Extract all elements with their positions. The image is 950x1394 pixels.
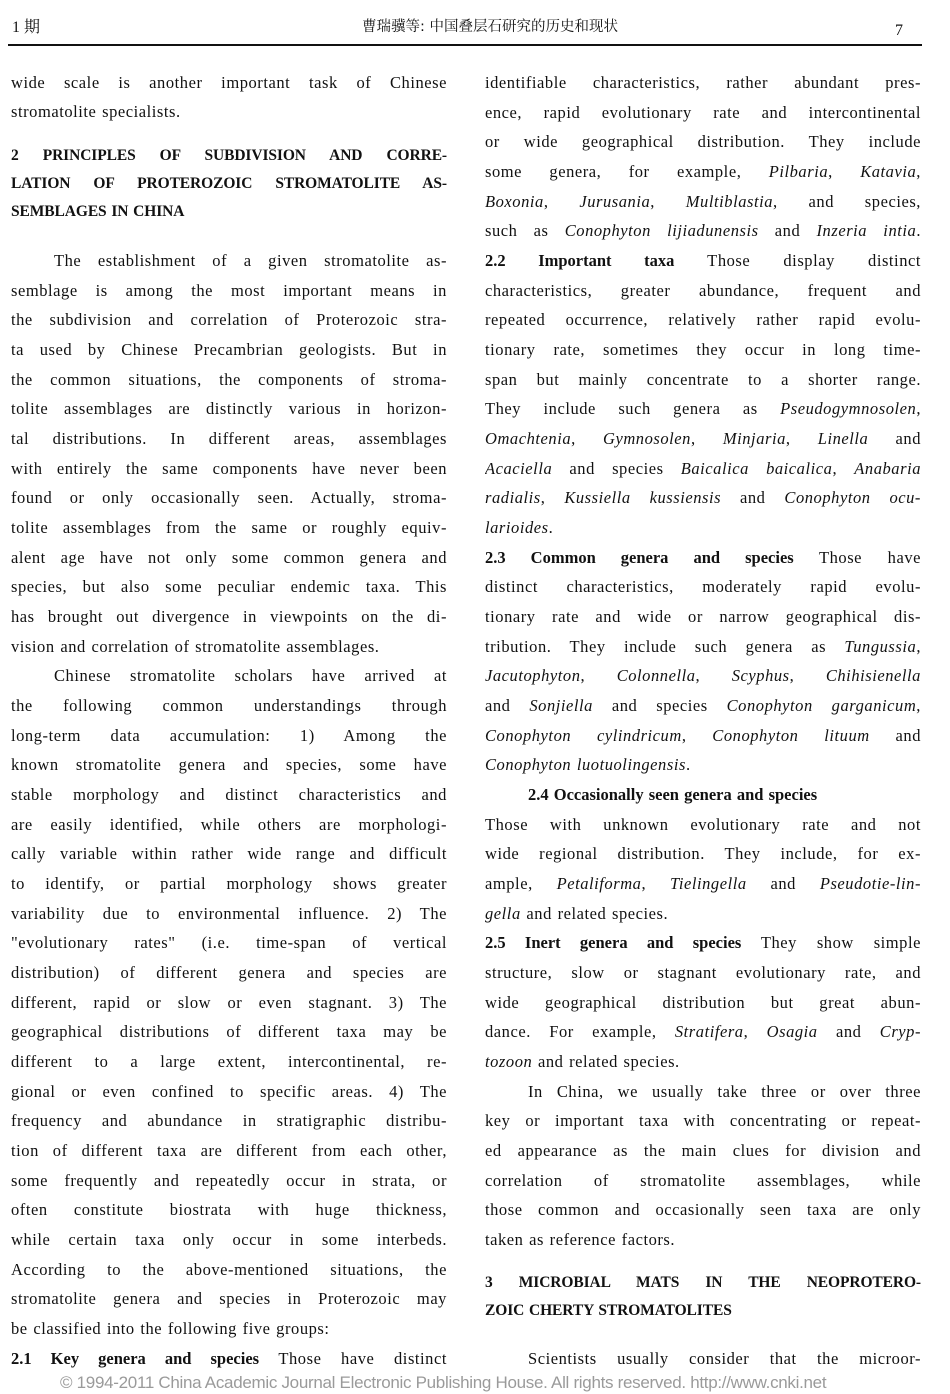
text-span: , xyxy=(681,725,713,745)
text-span: , xyxy=(832,458,855,478)
text-line xyxy=(485,813,921,837)
text-line xyxy=(11,694,447,718)
text-span: and xyxy=(869,725,921,745)
text-line xyxy=(11,1050,447,1074)
text-span: some frequently and repeatedly occur in strata, or xyxy=(11,1170,447,1190)
text-line xyxy=(11,902,447,926)
text-span: stromatolite genera and species in Proterozoic may xyxy=(11,1289,447,1309)
text-span: tionary rate, sometimes they occur in long time- xyxy=(485,340,921,360)
taxon-name: Multiblastia xyxy=(685,191,774,211)
text-span: gional or even confined to specific areas. 4) The xyxy=(11,1081,447,1101)
text-span: 3 MICROBIAL MATS IN THE NEOPROTERO- xyxy=(485,1274,921,1291)
subsection-title: 2.5 Inert genera and species xyxy=(485,933,742,953)
text-line xyxy=(54,249,447,273)
text-span: found or only occasionally seen. Actually, stroma- xyxy=(11,488,447,508)
text-line xyxy=(485,1139,921,1163)
text-line xyxy=(485,101,921,125)
taxon-name: Minjaria xyxy=(722,429,786,449)
section-heading-line xyxy=(485,1299,921,1323)
text-line xyxy=(11,1347,447,1371)
text-span: wide scale is another important task of Chinese xyxy=(11,73,447,92)
text-line xyxy=(11,724,447,748)
text-span: , xyxy=(789,666,826,686)
text-line xyxy=(528,1347,921,1371)
text-span: cally variable within rather wide range and difficult xyxy=(11,844,447,864)
text-span: and related species. xyxy=(532,1052,680,1072)
taxon-name: Conophyton garganicum xyxy=(726,696,917,716)
text-span: known stromatolite genera and species, some have xyxy=(11,755,447,775)
taxon-name: Baicalica baicalica xyxy=(680,458,833,478)
header-rule xyxy=(8,44,922,46)
text-span: and xyxy=(868,429,921,449)
taxon-name: Katavia xyxy=(860,162,917,181)
text-span: "evolutionary rates" (i.e. time-span of vertical xyxy=(11,933,447,953)
text-line xyxy=(11,813,447,837)
text-span: the common situations, the components of stroma- xyxy=(11,369,447,389)
text-span: structure, slow or stagnant evolutionary rate, and xyxy=(485,963,921,983)
text-span: . xyxy=(548,518,554,538)
taxon-name: Linella xyxy=(817,429,869,449)
taxon-name: Pilbaria xyxy=(768,162,829,181)
text-span: correlation of stromatolite assemblages, while xyxy=(485,1170,921,1190)
text-line xyxy=(485,457,921,481)
subsection-title: 2.2 Important taxa xyxy=(485,251,675,271)
text-line xyxy=(485,842,921,866)
text-span: has brought out divergence in viewpoints on the di- xyxy=(11,607,447,627)
text-span: Those display distinct xyxy=(674,251,921,271)
text-line xyxy=(485,753,921,777)
text-line xyxy=(11,991,447,1015)
text-line xyxy=(528,783,921,807)
text-line xyxy=(485,872,921,896)
text-line xyxy=(11,1109,447,1133)
text-line xyxy=(485,664,921,688)
text-line xyxy=(11,1228,447,1252)
taxon-name: Conophyton cylindricum xyxy=(485,725,682,745)
text-line xyxy=(485,486,921,510)
text-line xyxy=(485,219,921,243)
text-span: variability due to environmental influence. 2) The xyxy=(11,903,447,923)
taxon-name: Pseudogymnosolen xyxy=(780,399,917,419)
text-span: distribution) of different genera and species are xyxy=(11,963,447,983)
text-span: frequency and abundance in stratigraphic distribu- xyxy=(11,1111,447,1131)
text-line xyxy=(11,575,447,599)
text-line xyxy=(11,931,447,955)
text-span: , xyxy=(916,696,921,716)
text-span: and xyxy=(485,696,530,716)
taxon-name: Osagia xyxy=(766,1022,818,1042)
text-line xyxy=(11,279,447,303)
text-span: stable morphology and distinct characteristics and xyxy=(11,785,447,805)
running-title: 曹瑞骥等: 中国叠层石研究的历史和现状 xyxy=(362,19,618,35)
text-span: ZOIC CHERTY STROMATOLITES xyxy=(485,1302,732,1319)
taxon-name: Anabaria xyxy=(854,458,921,478)
text-span: the following common understandings through xyxy=(11,696,447,716)
text-span: . xyxy=(916,221,921,241)
text-span: vision and correlation of stromatolite assemblages. xyxy=(11,636,380,656)
text-line xyxy=(11,635,447,659)
text-span: and species xyxy=(552,458,681,478)
text-line xyxy=(528,1080,921,1104)
text-span: the subdivision and correlation of Proterozoic stra- xyxy=(11,310,447,330)
text-line xyxy=(11,1169,447,1193)
text-span: semblage is among the most important means in xyxy=(11,280,447,300)
text-span: key or important taxa with concentrating or repeat- xyxy=(485,1111,921,1131)
text-span: 2 PRINCIPLES OF SUBDIVISION AND CORRE- xyxy=(11,147,447,164)
section-heading-line xyxy=(11,200,447,224)
text-line xyxy=(485,338,921,362)
text-span: They show simple xyxy=(741,933,921,953)
taxon-name: Conophyton lituum xyxy=(712,725,870,745)
taxon-name: radialis xyxy=(485,488,541,508)
taxon-name: Boxonia xyxy=(485,191,544,211)
text-line xyxy=(485,1050,921,1074)
text-line xyxy=(11,753,447,777)
text-line xyxy=(485,991,921,1015)
text-span: dance. For example, xyxy=(485,1022,675,1042)
text-line xyxy=(485,1198,921,1222)
text-span: different, rapid or slow or even stagnant. 3) The xyxy=(11,992,447,1012)
text-span: SEMBLAGES IN CHINA xyxy=(11,203,185,220)
text-line xyxy=(11,605,447,629)
text-line xyxy=(485,575,921,599)
text-line xyxy=(11,71,447,95)
text-line xyxy=(11,486,447,510)
taxon-name: Conophyton luotuolingensis xyxy=(485,755,686,775)
text-span: species, but also some peculiar endemic taxa. This xyxy=(11,577,447,597)
taxon-name: Sonjiella xyxy=(529,696,593,716)
text-line xyxy=(485,902,921,926)
text-line xyxy=(11,1139,447,1163)
taxon-name: larioides xyxy=(485,518,549,538)
text-span: , xyxy=(828,162,861,181)
text-line xyxy=(485,931,921,955)
taxon-name: Omachtenia xyxy=(485,429,572,449)
text-line xyxy=(11,516,447,540)
text-span: and related species. xyxy=(520,903,669,923)
text-line xyxy=(485,279,921,303)
text-span: , xyxy=(916,399,921,419)
text-span: , xyxy=(690,429,723,449)
text-line xyxy=(485,961,921,985)
taxon-name: Colonnella xyxy=(616,666,696,686)
taxon-name: Acaciella xyxy=(485,458,553,478)
text-span: Those have xyxy=(793,547,921,567)
text-span: geographical distributions of different taxa may be xyxy=(11,1022,447,1042)
text-span: and xyxy=(758,221,817,241)
text-span: ta used by Chinese Precambrian geologists. But in xyxy=(11,340,447,359)
text-line xyxy=(11,1317,447,1341)
text-span: to identify, or partial morphology shows greater xyxy=(11,874,447,894)
text-span: often constitute biostrata with huge thickness, xyxy=(11,1200,447,1220)
text-span: distinct characteristics, moderately rapid evolu- xyxy=(485,577,921,597)
taxon-name: Chihisienella xyxy=(825,666,921,686)
taxon-name: Scyphus xyxy=(731,666,790,686)
taxon-name: Pseudotie-lin- xyxy=(819,874,921,894)
text-line xyxy=(485,1109,921,1133)
text-line xyxy=(485,605,921,629)
text-line xyxy=(11,1020,447,1044)
taxon-name: Conophyton lijiadunensis xyxy=(564,221,759,241)
subsection-title: 2.1 Key genera and species xyxy=(11,1348,260,1368)
text-line xyxy=(485,516,921,540)
text-span: tolite assemblages are distinctly various in horizon- xyxy=(11,399,447,419)
text-line xyxy=(11,397,447,421)
taxon-name: Inzeria intia xyxy=(816,221,917,241)
taxon-name: Jacutophyton xyxy=(485,666,581,686)
text-span: span but mainly concentrate to a shorter range. xyxy=(485,369,921,389)
taxon-name: Conophyton ocu- xyxy=(784,488,921,508)
text-line xyxy=(485,694,921,718)
text-span: stromatolite specialists. xyxy=(11,102,181,121)
text-line xyxy=(11,872,447,896)
text-span: and xyxy=(817,1022,880,1042)
text-line xyxy=(485,546,921,570)
text-span: ed appearance as the main clues for division and xyxy=(485,1141,921,1161)
text-span: , xyxy=(695,666,732,686)
subsection-title: 2.4 Occasionally seen genera and species xyxy=(528,785,818,805)
text-span: , xyxy=(785,429,818,449)
text-line xyxy=(485,130,921,154)
text-span: identifiable characteristics, rather abundant pres- xyxy=(485,73,921,92)
text-span: while certain taxa only occur in some interbeds. xyxy=(11,1230,447,1250)
text-line xyxy=(485,635,921,659)
text-line xyxy=(485,427,921,451)
text-span: , xyxy=(641,874,671,894)
text-span: LATION OF PROTEROZOIC STROMATOLITE AS- xyxy=(11,175,447,192)
text-span: be classified into the following five groups: xyxy=(11,1319,330,1339)
text-line xyxy=(485,71,921,95)
text-span: , xyxy=(916,162,921,181)
text-span: They include such genera as xyxy=(485,399,781,419)
subsection-title: 2.3 Common genera and species xyxy=(485,547,794,567)
text-span: Scientists usually consider that the microor- xyxy=(528,1349,921,1368)
text-span: ample, xyxy=(485,874,557,894)
text-span: characteristics, greater abundance, frequent and xyxy=(485,280,921,300)
text-span: , xyxy=(916,636,921,656)
text-line xyxy=(485,1020,921,1044)
text-line xyxy=(485,368,921,392)
text-span: wide regional distribution. They include, for ex- xyxy=(485,844,921,864)
text-line xyxy=(11,100,447,124)
taxon-name: gella xyxy=(485,903,521,923)
copyright-watermark: © 1994-2011 China Academic Journal Electronic Publishing House. All rights reserved. http://www.cnki.net xyxy=(60,1373,827,1392)
text-span: The establishment of a given stromatolite as- xyxy=(54,251,447,270)
text-span: alent age have not only some common genera and xyxy=(11,547,447,567)
page-number: 7 xyxy=(895,22,903,39)
text-span: or wide geographical distribution. They include xyxy=(485,132,921,152)
text-span: and species xyxy=(592,696,727,716)
taxon-name: Jurusania xyxy=(579,191,651,211)
text-span: are easily identified, while others are morphologi- xyxy=(11,814,447,834)
text-span: such as xyxy=(485,221,565,241)
text-span: wide geographical distribution but great abun- xyxy=(485,992,921,1012)
text-line xyxy=(11,427,447,451)
text-span: tion of different taxa are different from each other, xyxy=(11,1141,447,1161)
text-span: In China, we usually take three or over three xyxy=(528,1081,921,1101)
text-line xyxy=(11,546,447,570)
text-line xyxy=(11,338,447,362)
text-span: , xyxy=(743,1022,767,1042)
text-line xyxy=(485,249,921,273)
taxon-name: Tungussia xyxy=(844,636,917,656)
text-span: , xyxy=(543,191,580,211)
text-line xyxy=(485,397,921,421)
text-line xyxy=(11,1287,447,1311)
text-line xyxy=(485,190,921,214)
text-line xyxy=(485,724,921,748)
section-heading-line xyxy=(485,1271,921,1295)
text-span: different to a large extent, intercontinental, re- xyxy=(11,1052,447,1072)
text-span: , xyxy=(650,191,686,211)
text-span: taken as reference factors. xyxy=(485,1230,676,1250)
issue-number: 1 期 xyxy=(12,19,41,36)
text-line xyxy=(54,664,447,688)
taxon-name: Gymnosolen xyxy=(603,429,691,449)
text-span: , xyxy=(571,429,603,449)
text-span: those common and occasionally seen taxa are only xyxy=(485,1200,921,1220)
text-line xyxy=(11,308,447,332)
taxon-name: Tielingella xyxy=(670,874,747,894)
text-span: ence, rapid evolutionary rate and intercontinental xyxy=(485,102,921,122)
text-span: with entirely the same components have never been xyxy=(11,458,447,478)
text-line xyxy=(485,1228,921,1252)
text-span: tolite assemblages from the same or roughly equiv- xyxy=(11,518,447,538)
taxon-name: Kussiella kussiensis xyxy=(564,488,722,508)
text-line xyxy=(485,1169,921,1193)
text-span: , and species, xyxy=(773,191,921,211)
text-span: tal distributions. In different areas, assemblages xyxy=(11,429,447,449)
text-line xyxy=(11,961,447,985)
text-span: Those have distinct xyxy=(259,1348,447,1368)
text-span: . xyxy=(685,755,691,775)
text-span: repeated occurrence, relatively rather rapid evolu- xyxy=(485,310,921,330)
text-line xyxy=(11,842,447,866)
taxon-name: tozoon xyxy=(485,1052,533,1072)
taxon-name: Cryp- xyxy=(879,1022,921,1042)
text-line xyxy=(11,368,447,392)
text-span: and xyxy=(746,874,820,894)
text-span: tribution. They include such genera as xyxy=(485,636,845,656)
text-span: According to the above-mentioned situations, the xyxy=(11,1259,447,1279)
text-line xyxy=(11,1080,447,1104)
text-line xyxy=(11,1198,447,1222)
text-line xyxy=(11,457,447,481)
text-span: Chinese stromatolite scholars have arrived at xyxy=(54,666,447,686)
section-heading-line xyxy=(11,144,447,168)
text-span: tionary rate and wide or narrow geographical dis- xyxy=(485,607,921,627)
text-span: and xyxy=(721,488,785,508)
taxon-name: Stratifera xyxy=(674,1022,744,1042)
text-span: , xyxy=(580,666,617,686)
text-span: some genera, for example, xyxy=(485,162,769,181)
taxon-name: Petaliforma xyxy=(556,874,642,894)
text-span: , xyxy=(540,488,565,508)
text-line xyxy=(11,783,447,807)
section-heading-line xyxy=(11,172,447,196)
text-line xyxy=(11,1258,447,1282)
text-line xyxy=(485,160,921,184)
text-span: long-term data accumulation: 1) Among the xyxy=(11,725,447,745)
text-span: Those with unknown evolutionary rate and not xyxy=(485,814,921,834)
text-line xyxy=(485,308,921,332)
